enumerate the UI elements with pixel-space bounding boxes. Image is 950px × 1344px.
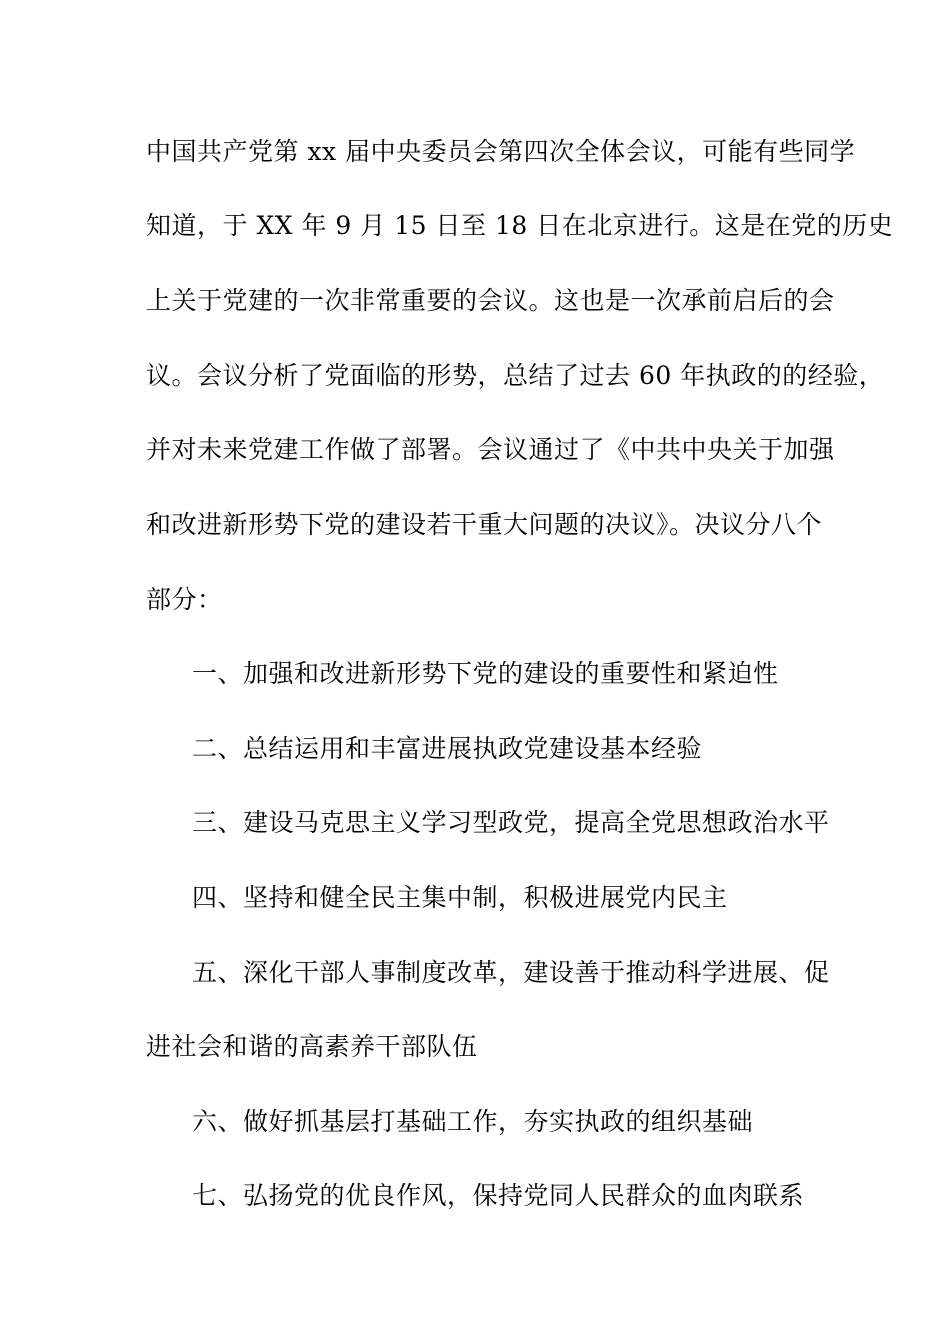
list-item: 二、总结运用和丰富进展执政党建设基本经验	[192, 734, 703, 763]
paragraph-line: 中国共产党第 xx 届中央委员会第四次全体会议，可能有些同学	[146, 137, 856, 166]
list-item-continuation: 进社会和谐的高素养干部队伍	[146, 1032, 478, 1061]
list-item: 一、加强和改进新形势下党的建设的重要性和紧迫性	[192, 659, 779, 688]
paragraph-line: 议。会议分析了党面临的形势，总结了过去 60 年执政的的经验，	[146, 361, 885, 390]
paragraph-line: 和改进新形势下党的建设若干重大问题的决议》。决议分八个	[146, 510, 823, 539]
paragraph-line: 并对未来党建工作做了部署。会议通过了《中共中央关于加强	[146, 435, 835, 464]
paragraph-line: 上关于党建的一次非常重要的会议。这也是一次承前启后的会	[146, 286, 835, 315]
list-item: 六、做好抓基层打基础工作，夯实执政的组织基础	[192, 1107, 754, 1136]
list-item: 三、建设马克思主义学习型政党，提高全党思想政治水平	[192, 808, 830, 837]
list-item: 四、坚持和健全民主集中制，积极进展党内民主	[192, 883, 728, 912]
list-item: 五、深化干部人事制度改革，建设善于推动科学进展、促	[192, 958, 830, 987]
paragraph-line: 部分：	[146, 585, 223, 614]
paragraph-line: 知道，于 XX 年 9 月 15 日至 18 日在北京进行。这是在党的历史	[146, 211, 894, 240]
list-item: 七、弘扬党的优良作风，保持党同人民群众的血肉联系	[192, 1181, 805, 1210]
